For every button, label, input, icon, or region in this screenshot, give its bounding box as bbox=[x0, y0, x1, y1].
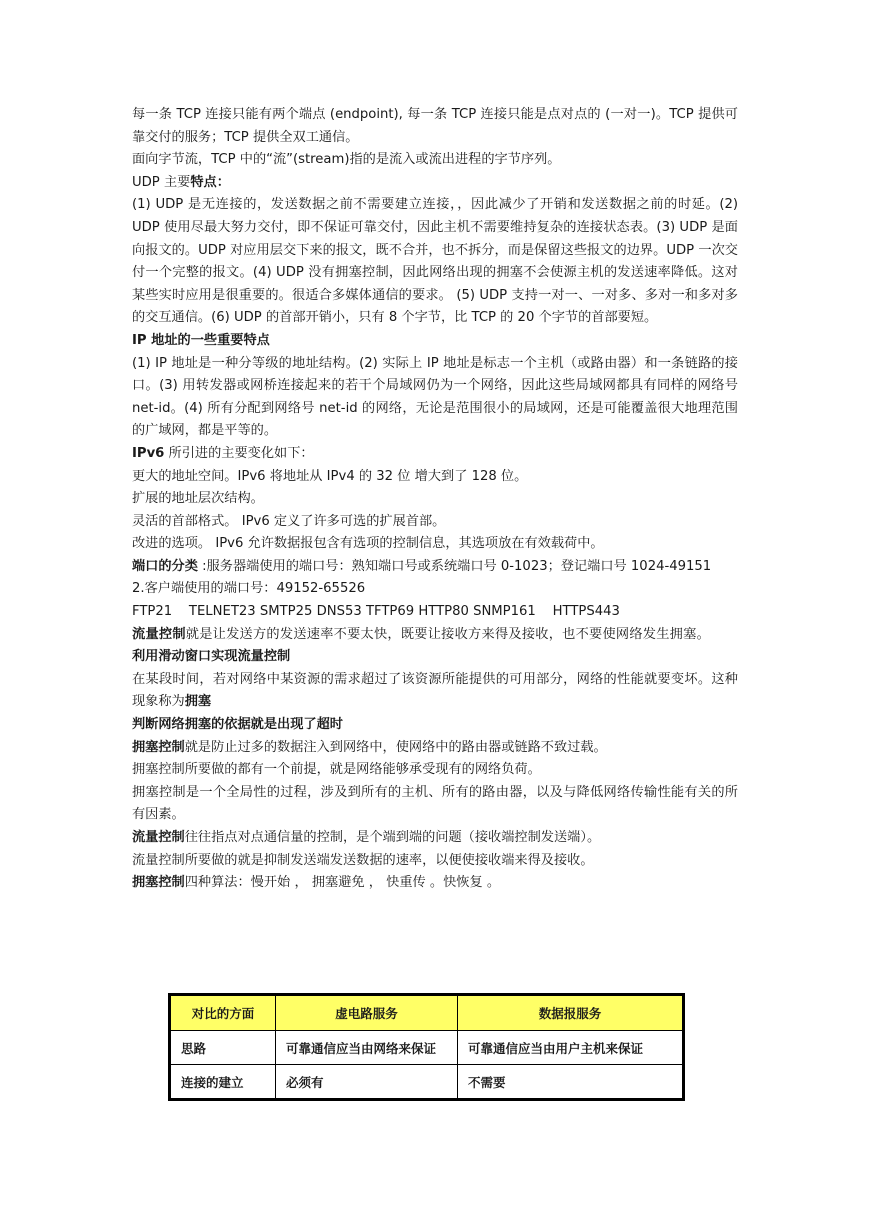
paragraph-client-ports: 2.客户端使用的端口号：49152-65526 bbox=[132, 581, 366, 597]
table-cell: 可靠通信应当由用户主机来保证 bbox=[458, 1031, 684, 1065]
header-cell: 对比的方面 bbox=[170, 995, 276, 1031]
header-cell: 虚电路服务 bbox=[276, 995, 458, 1031]
ipv6-term: IPv6 bbox=[132, 445, 165, 461]
notes-body bbox=[132, 104, 738, 895]
port-classes-rest: :服务器端使用的端口号：熟知端口号或系统端口号 0-1023；登记端口号 1024-49151 bbox=[197, 558, 712, 574]
flow-control-term-2: 流量控制 bbox=[132, 830, 185, 845]
comparison-table bbox=[168, 993, 685, 1101]
ip-heading: IP 地址的一些重要特点 bbox=[132, 332, 270, 348]
paragraph-ipv6-hierarchy: 扩展的地址层次结构。 bbox=[132, 491, 264, 507]
paragraph-congestion-algorithms bbox=[132, 872, 738, 895]
table-row bbox=[170, 1031, 684, 1065]
paragraph-udp-heading bbox=[132, 172, 738, 195]
paragraph-well-known-ports: FTP21 TELNET23 SMTP25 DNS53 TFTP69 HTTP80 SNMP161 HTTPS443 bbox=[132, 604, 620, 620]
congestion-control-term-2: 拥塞控制 bbox=[132, 875, 185, 891]
table-cell: 不需要 bbox=[458, 1065, 684, 1100]
congestion-control-rest: 就是防止过多的数据注入到网络中，使网络中的路由器或链路不致过载。 bbox=[184, 739, 607, 755]
ipv6-heading-rest: 所引进的主要变化如下： bbox=[164, 445, 314, 461]
paragraph-ipv6-options: 改进的选项。 IPv6 允许数据报包含有选项的控制信息，其选项放在有效载荷中。 bbox=[132, 536, 604, 552]
paragraph-flow-control-goal: 流量控制所要做的就是抑制发送端发送数据的速率，以便使接收端来得及接收。 bbox=[132, 852, 594, 868]
paragraph-tcp: 每一条 TCP 连接只能有两个端点 (endpoint), 每一条 TCP 连接只能是点对点的 (一对一)。TCP 提供可靠交付的服务；TCP 提供全双工通信。 bbox=[132, 107, 738, 145]
flow-control-term: 流量控制 bbox=[132, 626, 186, 642]
paragraph-flow-control bbox=[132, 624, 738, 669]
paragraph-congestion-premise: 拥塞控制所要做的都有一个前提，就是网络能够承受现有的网络负荷。 bbox=[132, 762, 541, 778]
udp-heading-bold: 特点： bbox=[190, 174, 230, 190]
paragraph-ip-features: (1) IP 地址是一种分等级的地址结构。(2) 实际上 IP 地址是标志一个主机（或路由器）和一条链路的接口。(3) 用转发器或网桥连接起来的若干个局域网仍为一个网络，因此这些局域网都具有同样的网络号 net-id。(4) 所有分配到网络号 net-id 的网络，无论是范围很小的局域网，还是可能覆盖很大地理范围的广域网，都是平等的。 bbox=[132, 355, 738, 439]
udp-heading-prefix: UDP 主要 bbox=[132, 174, 191, 190]
congestion-timeout: 判断网络拥塞的依据就是出现了超时 bbox=[132, 717, 343, 733]
paragraph-congestion-global: 拥塞控制是一个全局性的过程，涉及到所有的主机、所有的路由器，以及与降低网络传输性能有关的所有因素。 bbox=[132, 784, 738, 823]
table-cell: 连接的建立 bbox=[170, 1065, 276, 1100]
congestion-control-term: 拥塞控制 bbox=[132, 739, 185, 755]
paragraph-ip-heading bbox=[132, 330, 738, 353]
paragraph-udp-features: (1) UDP 是无连接的，发送数据之前不需要建立连接，，因此减少了开销和发送数据之前的时延。(2) UDP 使用尽最大努力交付，即不保证可靠交付，因此主机不需要维持复杂的连接状态表。(3) UDP 是面向报文的。UDP 对应用层交下来的报文，既不合并，也不拆分，而是保留这些报文的边界。UDP 一次交付一个完整的报文。(4) UDP 没有拥塞控制，因此网络出现的拥塞不会使源主机的发送速率降低。这对某些实时应用是很重要的。很适合多媒体通信的要求。 (5) UDP 支持一对一、一对多、多对一和多对多的交互通信。(6) UDP 的首部开销小，只有 8 个字节，比 TCP 的 20 个字节的首部要短。 bbox=[132, 197, 738, 326]
paragraph-byte-stream: 面向字节流，TCP 中的“流”(stream)指的是流入或流出进程的字节序列。 bbox=[132, 152, 561, 168]
paragraph-flow-control-p2p bbox=[132, 827, 738, 850]
paragraph-ipv6-address: 更大的地址空间。IPv6 将地址从 IPv4 的 32 位 增大到了 128 位。 bbox=[132, 468, 528, 484]
paragraph-ipv6-heading bbox=[132, 443, 738, 466]
congestion-algorithms-rest: 四种算法：慢开始 ， 拥塞避免 ， 快重传 。快恢复 。 bbox=[184, 875, 501, 891]
table-cell: 思路 bbox=[170, 1031, 276, 1065]
table-header-row bbox=[170, 995, 684, 1031]
paragraph-congestion-timeout bbox=[132, 714, 738, 737]
flow-control-rest: 就是让发送方的发送速率不要太快，既要让接收方来得及接收，也不要使网络发生拥塞。 bbox=[185, 626, 711, 642]
header-cell: 数据报服务 bbox=[458, 995, 684, 1031]
port-classes-term: 端口的分类 bbox=[132, 558, 198, 574]
table-row bbox=[170, 1065, 684, 1100]
paragraph-ipv6-header: 灵活的首部格式。 IPv6 定义了许多可选的扩展首部。 bbox=[132, 513, 446, 529]
sliding-window-note: 利用滑动窗口实现流量控制 bbox=[132, 649, 291, 665]
paragraph-congestion-control bbox=[132, 737, 738, 760]
congestion-term: 拥塞 bbox=[184, 694, 212, 710]
congestion-def-text: 在某段时间，若对网络中某资源的需求超过了该资源所能提供的可用部分，网络的性能就要变坏。这种现象称为 bbox=[132, 671, 738, 710]
table-cell: 必须有 bbox=[276, 1065, 458, 1100]
table-cell: 可靠通信应当由网络来保证 bbox=[276, 1031, 458, 1065]
paragraph-port-classes bbox=[132, 556, 738, 579]
flow-control-p2p-rest: 往往指点对点通信量的控制，是个端到端的问题（接收端控制发送端）。 bbox=[184, 830, 601, 845]
paragraph-congestion-def bbox=[132, 669, 738, 714]
